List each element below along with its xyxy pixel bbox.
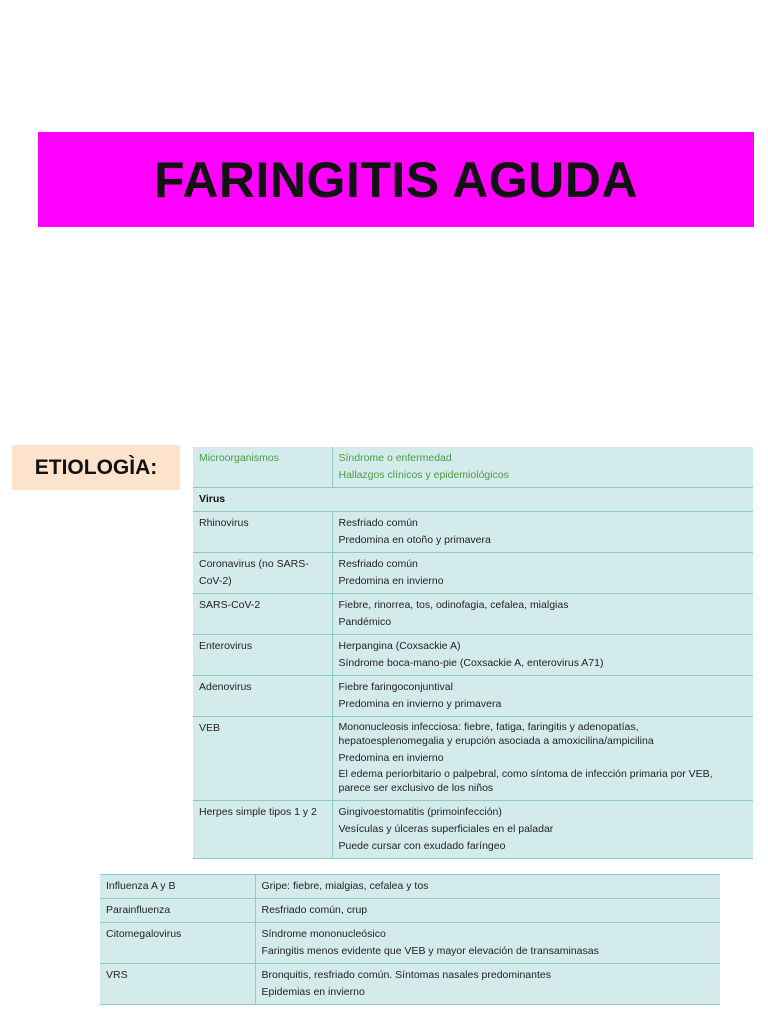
finding-line: Predomina en invierno y primavera [338, 698, 502, 710]
finding-line: Síndrome mononucleósico [261, 928, 386, 940]
finding-line: Epidemias en invierno [261, 986, 365, 998]
finding-line: El edema periorbitario o palpebral, como síntoma de infección primaria por VEB, parece ser exclusivo de los niños [338, 768, 713, 794]
organism-cell: Rhinovirus [193, 512, 332, 553]
table-row [193, 553, 753, 594]
finding-line: Gripe: fiebre, mialgias, cefalea y tos [261, 880, 429, 892]
finding-line: Faringitis menos evidente que VEB y mayor elevación de transaminasas [261, 945, 599, 957]
header-microorganismos: Microorganismos [193, 447, 332, 488]
table-row [193, 512, 753, 553]
table-row [100, 923, 720, 964]
findings-cell [255, 875, 720, 899]
finding-line: Mononucleosis infecciosa: fiebre, fatiga, faringitis y adenopatías, hepatoesplenomegalia y erupción asociada a amoxicilina/ampicilina [338, 721, 654, 747]
finding-line: Predomina en invierno [338, 575, 444, 587]
organism-cell: SARS-CoV-2 [193, 594, 332, 635]
table-row [193, 801, 753, 859]
findings-cell [332, 635, 753, 676]
table-row [193, 594, 753, 635]
organism-cell: Influenza A y B [100, 875, 255, 899]
page-title: FARINGITIS AGUDA [154, 151, 638, 208]
section-row-virus [193, 488, 753, 512]
organism-cell: Herpes simple tipos 1 y 2 [193, 801, 332, 859]
finding-line: Gingivoestomatitis (primoinfección) [338, 806, 502, 818]
finding-line: Predomina en otoño y primavera [338, 534, 491, 546]
finding-line: Puede cursar con exudado faríngeo [338, 840, 506, 852]
finding-line: Fiebre, rinorrea, tos, odinofagia, cefalea, mialgias [338, 599, 569, 611]
organism-cell: Coronavirus (no SARS-CoV-2) [193, 553, 332, 594]
table-row [193, 717, 753, 801]
findings-cell [255, 899, 720, 923]
finding-line: Resfriado común [338, 517, 418, 529]
finding-line: Resfriado común [338, 558, 418, 570]
table-header-row [193, 447, 753, 488]
finding-line: Fiebre faringoconjuntival [338, 681, 453, 693]
finding-line: Predomina en invierno [338, 752, 444, 764]
organism-cell: Enterovirus [193, 635, 332, 676]
finding-line: Bronquitis, resfriado común. Síntomas nasales predominantes [261, 969, 551, 981]
title-banner [38, 132, 754, 227]
findings-cell [332, 717, 753, 801]
finding-line: Vesículas y úlceras superficiales en el paladar [338, 823, 554, 835]
organism-cell: Adenovirus [193, 676, 332, 717]
table-row [100, 899, 720, 923]
organism-cell: VEB [193, 717, 332, 801]
finding-line: Herpangina (Coxsackie A) [338, 640, 461, 652]
table-row [193, 635, 753, 676]
table-row [193, 676, 753, 717]
finding-line: Pandémico [338, 616, 392, 628]
section-label: Virus [193, 488, 753, 512]
etiologia-label: ETIOLOGÌA: [34, 455, 158, 479]
table-row [100, 964, 720, 1005]
etiology-table-main [193, 447, 753, 859]
organism-cell: VRS [100, 964, 255, 1005]
finding-line: Síndrome boca-mano-pie (Coxsackie A, enterovirus A71) [338, 657, 604, 669]
findings-cell [332, 801, 753, 859]
organism-cell: Parainfluenza [100, 899, 255, 923]
organism-cell: Citomegalovirus [100, 923, 255, 964]
findings-cell [332, 512, 753, 553]
finding-line: Resfriado común, crup [261, 904, 368, 916]
header-sindrome: Síndrome o enfermedad Hallazgos clínicos y epidemiológicos [332, 447, 753, 488]
findings-cell [332, 594, 753, 635]
findings-cell [255, 923, 720, 964]
findings-cell [332, 676, 753, 717]
table-row [100, 875, 720, 899]
etiology-table-continued [100, 874, 720, 1005]
findings-cell [255, 964, 720, 1005]
etiologia-label-box [12, 445, 180, 490]
findings-cell [332, 553, 753, 594]
